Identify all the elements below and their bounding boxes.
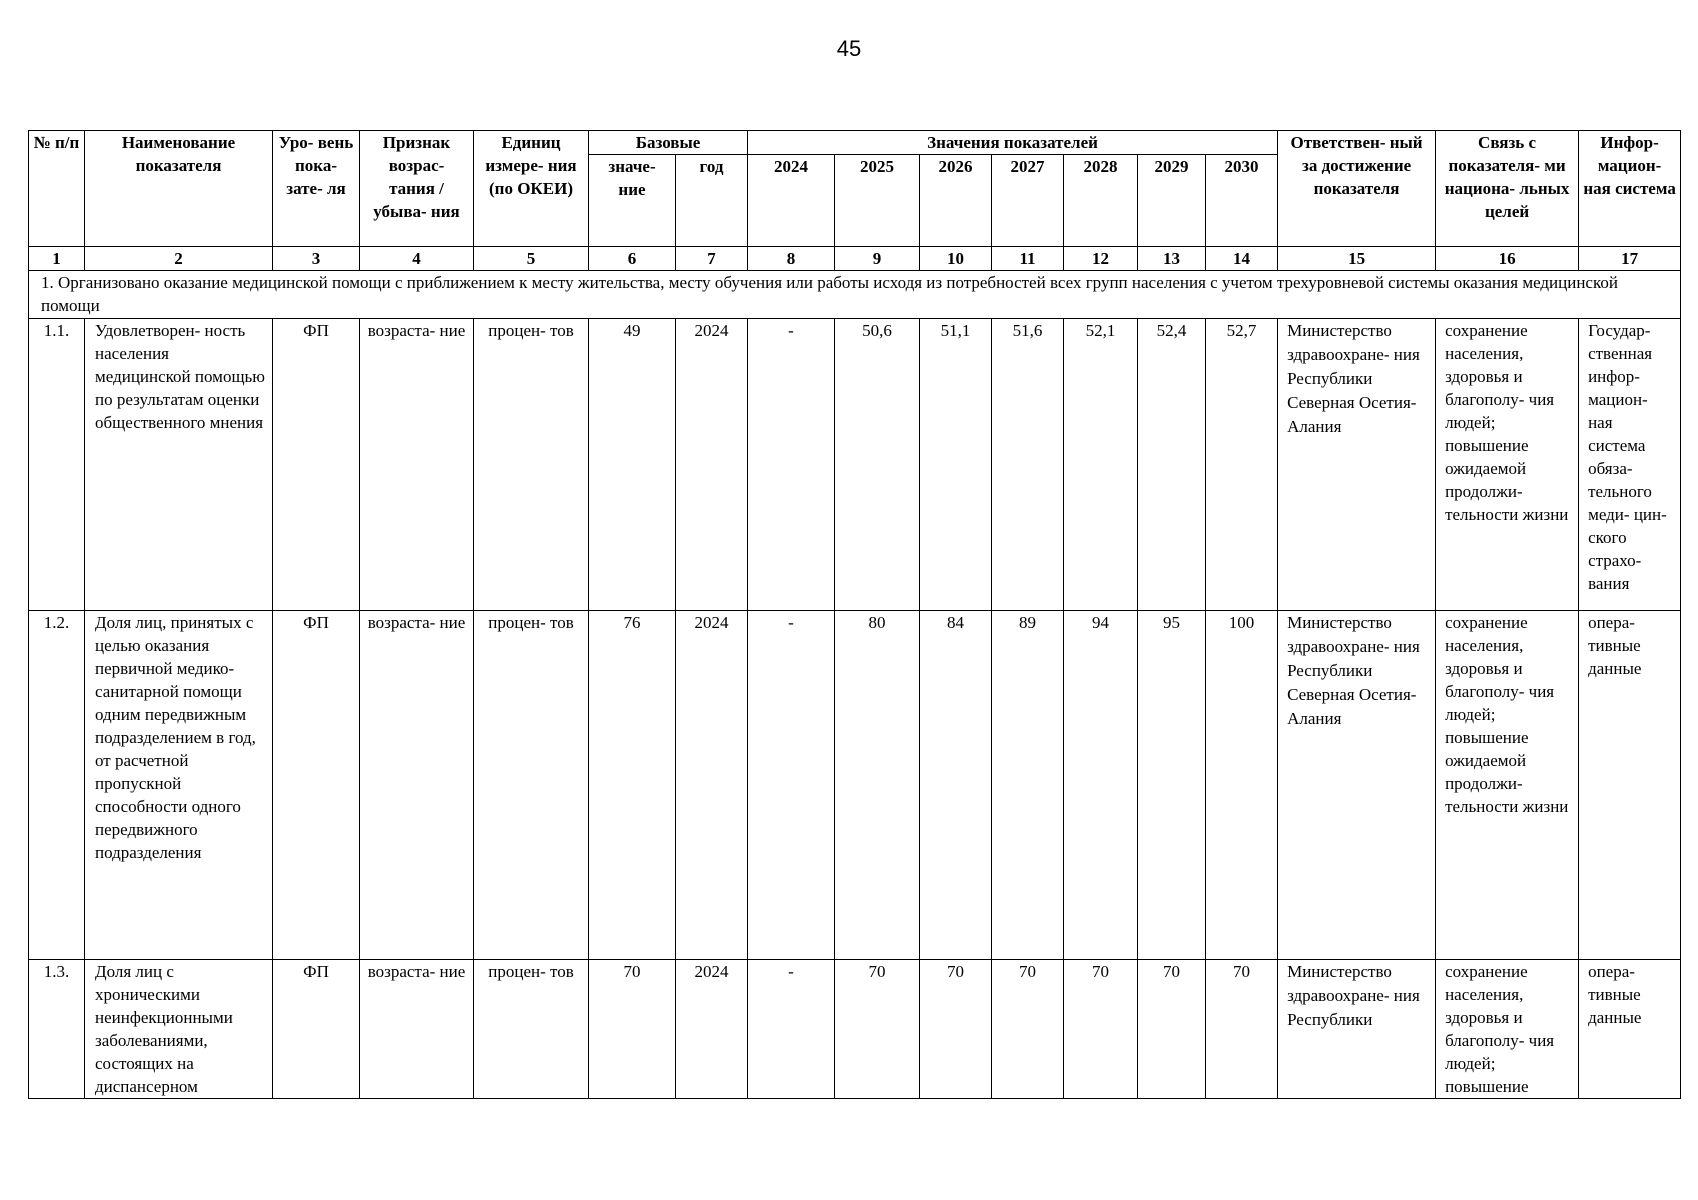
value-2025: 50,6	[835, 319, 920, 611]
value-2025: 80	[835, 611, 920, 960]
indicator-trend: возраста- ние	[360, 960, 474, 1099]
value-2029: 70	[1138, 960, 1206, 1099]
information-system: Государ- ственная инфор- мацион- ная система обяза- тельного меди- цин- ского страхо- вания	[1579, 319, 1681, 611]
column-number: 9	[835, 247, 920, 271]
indicator-unit: процен- тов	[474, 960, 589, 1099]
base-year: 2024	[676, 611, 748, 960]
header-trend: Признак возрас- тания / убыва- ния	[360, 131, 474, 247]
value-2024: -	[748, 960, 835, 1099]
value-2030: 52,7	[1206, 319, 1278, 611]
indicator-level: ФП	[273, 611, 360, 960]
section-row	[29, 271, 1681, 319]
column-number: 13	[1138, 247, 1206, 271]
header-system: Инфор- мацион- ная система	[1579, 131, 1681, 247]
column-number: 11	[992, 247, 1064, 271]
column-number: 12	[1064, 247, 1138, 271]
section-title: 1. Организовано оказание медицинской помощи с приближением к месту жительства, месту обучения или работы исходя из потребностей всех групп населения с учетом трехуровневой системы оказания медицинской помощи	[29, 271, 1681, 319]
information-system: опера- тивные данные	[1579, 960, 1681, 1099]
header-values-group: Значения показателей	[748, 131, 1278, 155]
table-row	[29, 960, 1681, 1099]
value-2029: 95	[1138, 611, 1206, 960]
column-number: 7	[676, 247, 748, 271]
header-num: № п/п	[29, 131, 85, 247]
base-value: 70	[589, 960, 676, 1099]
value-2025: 70	[835, 960, 920, 1099]
header-level: Уро- вень пока- зате- ля	[273, 131, 360, 247]
column-number: 15	[1278, 247, 1436, 271]
national-goals-link: сохранение населения, здоровья и благополу- чия людей; повышение ожидаемой продолжи- тельности жизни	[1436, 611, 1579, 960]
responsible: Министерство здравоохране- ния Республики Северная Осетия-Алания	[1278, 319, 1436, 611]
header-year-2030: 2030	[1206, 155, 1278, 247]
value-2026: 84	[920, 611, 992, 960]
value-2026: 51,1	[920, 319, 992, 611]
responsible: Министерство здравоохране- ния Республики Северная Осетия-Алания	[1278, 611, 1436, 960]
value-2030: 100	[1206, 611, 1278, 960]
value-2028: 94	[1064, 611, 1138, 960]
row-num: 1.1.	[29, 319, 85, 611]
base-value: 76	[589, 611, 676, 960]
column-number: 10	[920, 247, 992, 271]
header-year-2026: 2026	[920, 155, 992, 247]
header-responsible: Ответствен- ный за достижение показателя	[1278, 131, 1436, 247]
header-year-2027: 2027	[992, 155, 1064, 247]
value-2030: 70	[1206, 960, 1278, 1099]
header-unit: Единиц измере- ния (по ОКЕИ)	[474, 131, 589, 247]
indicator-level: ФП	[273, 319, 360, 611]
column-number: 8	[748, 247, 835, 271]
table-row	[29, 611, 1681, 960]
column-number: 16	[1436, 247, 1579, 271]
national-goals-link: сохранение населения, здоровья и благополу- чия людей; повышение ожидаемой продолжи- тельности жизни	[1436, 319, 1579, 611]
header-base-year: год	[676, 155, 748, 247]
indicator-trend: возраста- ние	[360, 611, 474, 960]
responsible: Министерство здравоохране- ния Республики	[1278, 960, 1436, 1099]
indicator-name: Доля лиц, принятых с целью оказания первичной медико- санитарной помощи одним передвижным подразделением в год, от расчетной пропускной способности одного передвижного подразделения	[85, 611, 273, 960]
indicator-name: Доля лиц с хроническими неинфекционными заболеваниями, состоящих на диспансерном	[85, 960, 273, 1099]
value-2027: 70	[992, 960, 1064, 1099]
header-base-value: значе- ние	[589, 155, 676, 247]
value-2027: 89	[992, 611, 1064, 960]
value-2028: 70	[1064, 960, 1138, 1099]
national-goals-link: сохранение населения, здоровья и благополу- чия людей; повышение	[1436, 960, 1579, 1099]
value-2026: 70	[920, 960, 992, 1099]
header-name: Наименование показателя	[85, 131, 273, 247]
header-base-group: Базовые	[589, 131, 748, 155]
indicator-level: ФП	[273, 960, 360, 1099]
header-year-2024: 2024	[748, 155, 835, 247]
value-2024: -	[748, 319, 835, 611]
base-year: 2024	[676, 960, 748, 1099]
value-2027: 51,6	[992, 319, 1064, 611]
page-number: 45	[836, 36, 862, 61]
column-numbers-row	[29, 247, 1681, 271]
value-2024: -	[748, 611, 835, 960]
column-number: 1	[29, 247, 85, 271]
row-num: 1.3.	[29, 960, 85, 1099]
value-2028: 52,1	[1064, 319, 1138, 611]
column-number: 3	[273, 247, 360, 271]
column-number: 5	[474, 247, 589, 271]
header-year-2028: 2028	[1064, 155, 1138, 247]
row-num: 1.2.	[29, 611, 85, 960]
indicator-name: Удовлетворен- ность населения медицинской помощью по результатам оценки общественного мнения	[85, 319, 273, 611]
column-number: 4	[360, 247, 474, 271]
header-link: Связь с показателя- ми национа- льных целей	[1436, 131, 1579, 247]
base-year: 2024	[676, 319, 748, 611]
value-2029: 52,4	[1138, 319, 1206, 611]
information-system: опера- тивные данные	[1579, 611, 1681, 960]
header-year-2025: 2025	[835, 155, 920, 247]
column-number: 17	[1579, 247, 1681, 271]
header-year-2029: 2029	[1138, 155, 1206, 247]
indicators-table	[28, 130, 1681, 1099]
column-number: 6	[589, 247, 676, 271]
base-value: 49	[589, 319, 676, 611]
table-row	[29, 319, 1681, 611]
column-number: 2	[85, 247, 273, 271]
indicator-unit: процен- тов	[474, 611, 589, 960]
indicator-unit: процен- тов	[474, 319, 589, 611]
indicator-trend: возраста- ние	[360, 319, 474, 611]
column-number: 14	[1206, 247, 1278, 271]
table-header	[29, 131, 1681, 271]
